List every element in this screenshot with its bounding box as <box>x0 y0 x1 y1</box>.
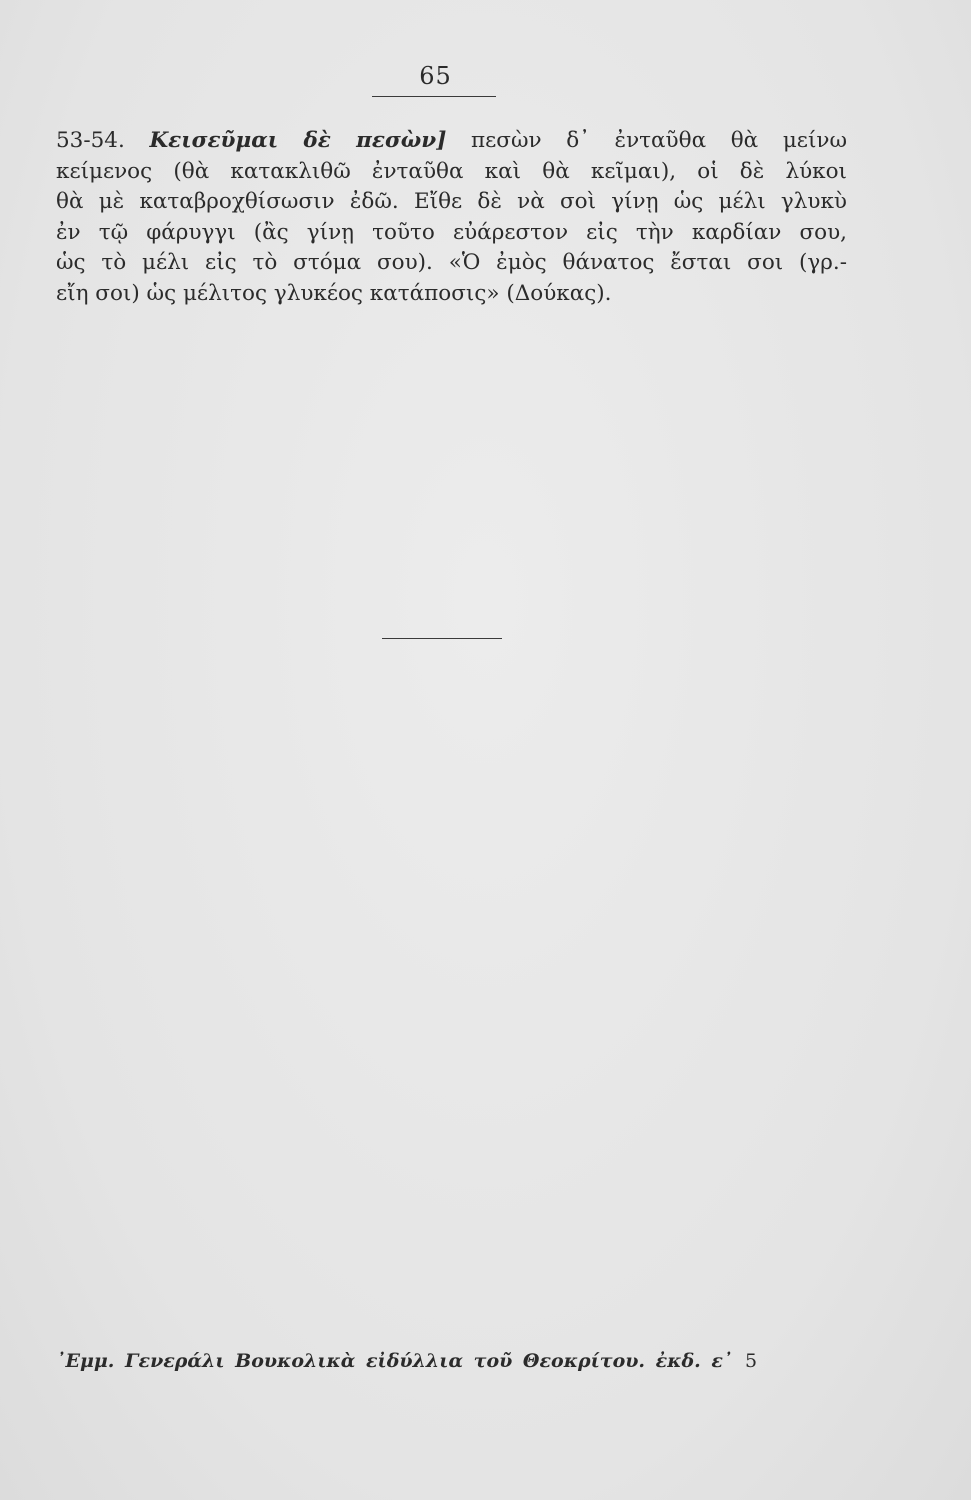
signature-mark: 5 <box>745 1350 758 1372</box>
lemma: Κεισεῦμαι δὲ πεσὼν] <box>149 128 447 153</box>
commentary-line-2: κείμενος (θὰ κατακλιθῶ ἐνταῦθα καὶ θὰ κεῖμαι), οἱ δὲ λύκοι <box>56 158 847 184</box>
commentary-line-5: ὡς τὸ μέλι εἰς τὸ στόμα σου). «Ὁ ἐμὸς θάνατος ἔσται σοι (γρ.- <box>56 250 847 275</box>
first-line-text: πεσὼν δ᾽ ἐνταῦθα θὰ μείνω <box>471 128 847 153</box>
commentary-paragraph <box>56 126 847 309</box>
commentary-line-6: εἴη σοι) ὡς μέλιτος γλυκέος κατάποσις» (Δούκας). <box>56 280 612 306</box>
header-rule <box>372 96 496 97</box>
lemma-number: 53-54. <box>56 128 125 153</box>
commentary-line-1 <box>56 126 847 157</box>
commentary-line-4: ἐν τῷ φάρυγγι (ἂς γίνῃ τοῦτο εὐάρεστον εἰς τὴν καρδίαν σου, <box>56 219 847 245</box>
page-number: 65 <box>419 62 452 90</box>
commentary-line-3: θὰ μὲ καταβροχθίσωσιν ἐδῶ. Εἴθε δὲ νὰ σοὶ γίνῃ ὡς μέλι γλυκὺ <box>56 189 847 214</box>
section-rule <box>382 638 502 639</box>
footer-book-title: ᾽Εμμ. Γενεράλι Βουκολικὰ εἰδύλλια τοῦ Θεοκρίτου. ἐκδ. ε᾽ <box>56 1350 733 1372</box>
